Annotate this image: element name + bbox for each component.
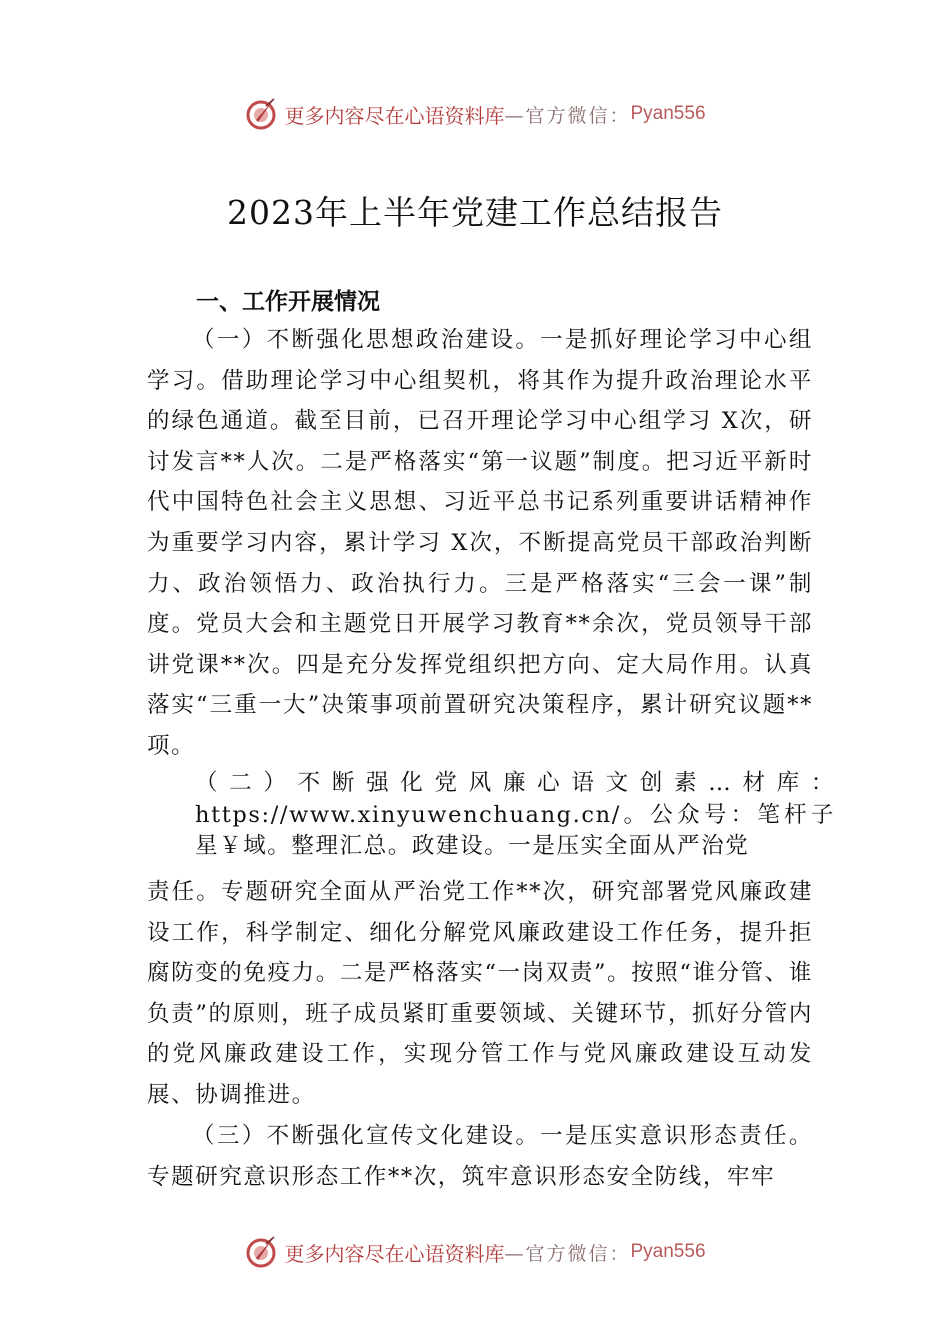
watermark-banner-top bbox=[0, 92, 950, 136]
section-heading: 一、工作开展情况 bbox=[196, 289, 380, 315]
watermark-banner-bottom bbox=[0, 1230, 950, 1274]
paragraph-3: （三）不断强化宣传文化建设。一是压实意识形态责任。专题研究意识形态工作**次，筑牢意识形态安全防线，牢牢 bbox=[147, 1123, 813, 1190]
quill-logo-icon bbox=[244, 1234, 280, 1270]
document-title: 2023年上半年党建工作总结报告 bbox=[227, 193, 723, 232]
watermark-main-text: 更多内容尽在心语资料库 bbox=[284, 1241, 505, 1266]
watermark-sub-text: —官方微信： bbox=[504, 104, 631, 127]
paragraph-1: （一）不断强化思想政治建设。一是抓好理论学习中心组学习。借助理论学习中心组契机，将其作为提升政治理论水平的绿色通道。截至目前，已召开理论学习中心组学习 X次，研讨发言**人次。二是严格落实“第一议题”制度。把习近平新时代中国特色社会主义思想、习近平总书记系列重要讲话精神作为重要学习内容，累计学习 X次，不断提高党员干部政治判断力、政治领悟力、政治执行力。三是严格落实“三会一课”制度。党员大会和主题党日开展学习教育**余次，党员领导干部讲党课**次。四是充分发挥党组织把方向、定大局作用。认真落实“三重一大”决策事项前置研究决策程序，累计研究议题**项。 bbox=[147, 327, 813, 759]
paragraph-2-body: 责任。专题研究全面从严治党工作**次，研究部署党风廉政建设工作，科学制定、细化分解党风廉政建设工作任务，提升拒腐防变的免疫力。二是严格落实“一岗双责”。按照“谁分管、谁负责”的原则，班子成员紧盯重要领域、关键环节，抓好分管内的党风廉政建设工作，实现分管工作与党风廉政建设互动发展、协调推进。 bbox=[147, 879, 813, 1108]
watermark-wechat-id: Pyan556 bbox=[630, 1241, 706, 1262]
watermark-sub-text: —官方微信： bbox=[504, 1242, 631, 1265]
paragraph-2-intro: （二）不断强化党风廉心语文创素…材库：https://www.xinyuwenchuang.cn/。公众号：笔杆子星￥域。整理汇总。政建设。一是压实全面从严治党 bbox=[195, 770, 835, 859]
watermark-main-text: 更多内容尽在心语资料库 bbox=[284, 103, 505, 128]
watermark-wechat-id: Pyan556 bbox=[630, 103, 706, 124]
quill-logo-icon bbox=[244, 96, 280, 132]
